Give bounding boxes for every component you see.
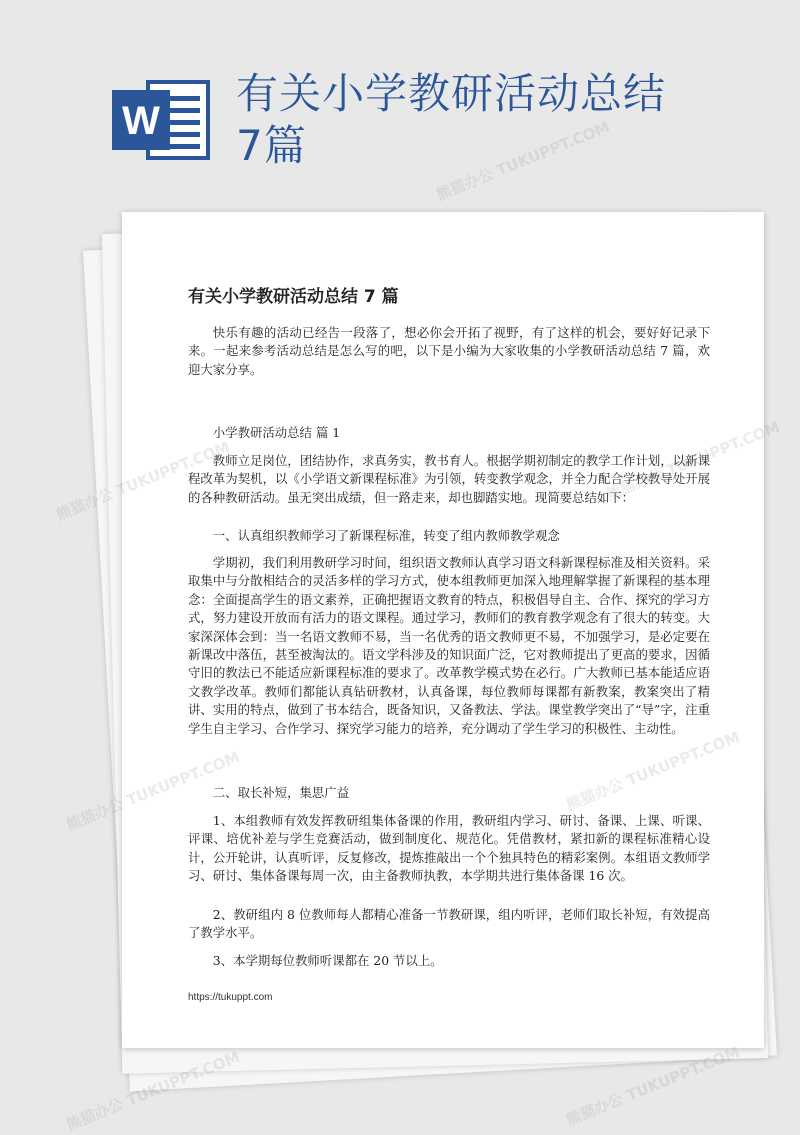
- section-heading-2: 二、取长补短，集思广益: [212, 785, 350, 800]
- document-title: 有关小学教研活动总结 7 篇: [188, 287, 399, 307]
- paragraph-4: 2、教研组内 8 位教师每人都精心准备一节教研课，组内听评，老师们取长补短，有效提高了教学水平。: [188, 907, 710, 941]
- header-title: [236, 68, 776, 172]
- paragraph-2: 学期初，我们利用教研学习时间，组织语文教师认真学习语文科新课程标准及相关资料。采取集中与分散相结合的灵活多样的学习方式，使本组教师更加深入地理解掌握了新课程的基本理念：全面提高学生的语文素养，正确把握语文教育的特点，积极倡导自主、合作、探究的学习方式，努力建设开放而有活力的语文课程。通过学习，教师们的教育教学观念有了很大的转变。大家深深体会到：当一名语文教师不易，当一名优秀的语文教师更不易，不加强学习，是必定要在新课改中落伍，甚至被淘汰的。语文学科涉及的知识面广泛，它对教师提出了更高的要求，因循守旧的教法已不能适应新课程标准的要求了。改革教学模式势在必行。广大教师已基本能适应语文教学改革。教师们都能认真钻研教材，认真备课，每位教师每课都有新教案，教案突出了精讲、实用的特点，做到了书本结合，既备知识，又备教法、学法。课堂教学突出了“导”字，注重学生自主学习、合作学习、探究学习能力的培养，充分调动了学生学习的积极性、主动性。: [188, 555, 710, 736]
- header-title-line1: 有关小学教研活动总结: [236, 69, 667, 118]
- watermark: 熊猫办公 TUKUPPT.COM: [433, 117, 613, 205]
- word-icon-letter: W: [122, 99, 160, 143]
- watermark: 熊猫办公 TUKUPPT.COM: [63, 1047, 243, 1135]
- watermark: 熊猫办公 TUKUPPT.COM: [563, 1042, 743, 1130]
- paragraph-5: 3、本学期每位教师听课都在 20 节以上。: [212, 953, 443, 968]
- paragraph-1: 教师立足岗位，团结协作，求真务实，教书育人。根据学期初制定的教学工作计划，以新课程改革为契机，以《小学语文新课程标准》为引领，转变教学观念，并全力配合学校教导处开展的各种教研活动。虽无突出成绩，但一路走来，却也脚踏实地。现简要总结如下：: [188, 453, 710, 505]
- part-heading: 小学教研活动总结 篇 1: [212, 425, 341, 440]
- paragraph-3: 1、本组教师有效发挥教研组集体备课的作用，教研组内学习、研讨、备课、上课、听课、评课、培优补差与学生竞赛活动，做到制度化、规范化。凭借教材，紧扣新的课程标准精心设计，公开轮讲，认真听评，反复修改，提炼推敲出一个个独具特色的精彩案例。本组语文教师学习、研讨、集体备课每周一次，由主备教师执教，本学期共进行集体备课 16 次。: [188, 813, 710, 884]
- section-heading-1: 一、认真组织教师学习了新课程标准，转变了组内教师教学观念: [212, 528, 560, 543]
- intro-paragraph: 快乐有趣的活动已经告一段落了，想必你会开拓了视野，有了这样的机会，要好好记录下来。一起来参考活动总结是怎么写的吧，以下是小编为大家收集的小学教研活动总结 7 篇，欢迎大家分享。: [188, 325, 710, 377]
- watermark: 熊猫办公: [63, 794, 126, 835]
- document-page: [122, 212, 764, 1048]
- header-title-line2: 7篇: [236, 121, 307, 170]
- watermark: 熊猫办公: [53, 484, 116, 525]
- footer-url: https://tukuppt.com: [188, 992, 273, 1003]
- word-document-icon: [112, 78, 212, 162]
